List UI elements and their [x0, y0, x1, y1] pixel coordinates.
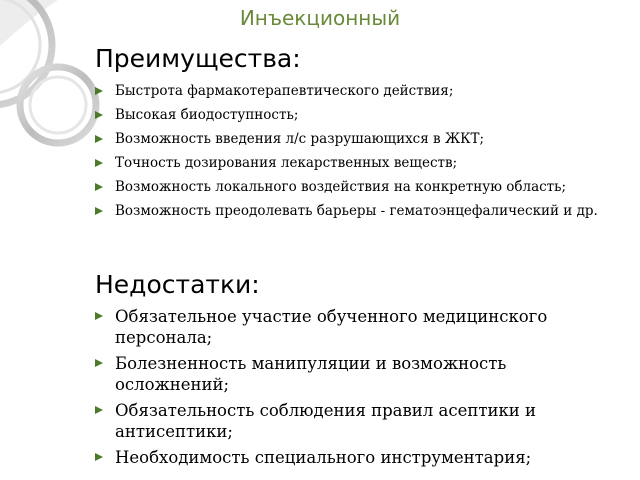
- disadvantages-list: [95, 306, 625, 473]
- advantages-list: [95, 82, 625, 226]
- list-item: [95, 400, 625, 442]
- list-item-text: Высокая биодоступность;: [115, 107, 299, 123]
- list-item-text: Обязательное участие обученного медицинского персонала;: [115, 307, 548, 347]
- list-item-text: Быстрота фармакотерапевтического действия;: [115, 83, 454, 99]
- bullet-arrow-icon: [95, 207, 103, 215]
- slide-title: Инъекционный: [239, 6, 401, 30]
- list-item: [95, 82, 625, 100]
- list-item-text: Необходимость специального инструментария;: [115, 448, 532, 467]
- list-item: [95, 154, 625, 172]
- bullet-arrow-icon: [95, 87, 103, 95]
- bullet-arrow-icon: [95, 135, 103, 143]
- bullet-arrow-icon: [95, 111, 103, 119]
- list-item-text: Обязательность соблюдения правил асептики и антисептики;: [115, 401, 537, 441]
- list-item-text: Точность дозирования лекарственных веществ;: [115, 155, 458, 171]
- list-item: [95, 306, 625, 348]
- advantages-heading: Преимущества:: [95, 44, 301, 73]
- list-item: [95, 202, 625, 220]
- list-item-text: Возможность преодолевать барьеры - гематоэнцефалический и др.: [115, 203, 598, 219]
- list-item-text: Болезненность манипуляции и возможность осложнений;: [115, 354, 507, 394]
- decorative-rings-graphic: [0, 0, 110, 480]
- disadvantages-heading: Недостатки:: [95, 270, 260, 299]
- list-item: [95, 353, 625, 395]
- bullet-arrow-icon: [95, 359, 103, 367]
- list-item: [95, 447, 625, 468]
- bullet-arrow-icon: [95, 183, 103, 191]
- bullet-arrow-icon: [95, 406, 103, 414]
- bullet-arrow-icon: [95, 159, 103, 167]
- list-item: [95, 130, 625, 148]
- bullet-arrow-icon: [95, 312, 103, 320]
- list-item-text: Возможность введения л/с разрушающихся в ЖКТ;: [115, 131, 485, 147]
- bullet-arrow-icon: [95, 453, 103, 461]
- list-item: [95, 106, 625, 124]
- list-item: [95, 178, 625, 196]
- list-item-text: Возможность локального воздействия на конкретную область;: [115, 179, 567, 195]
